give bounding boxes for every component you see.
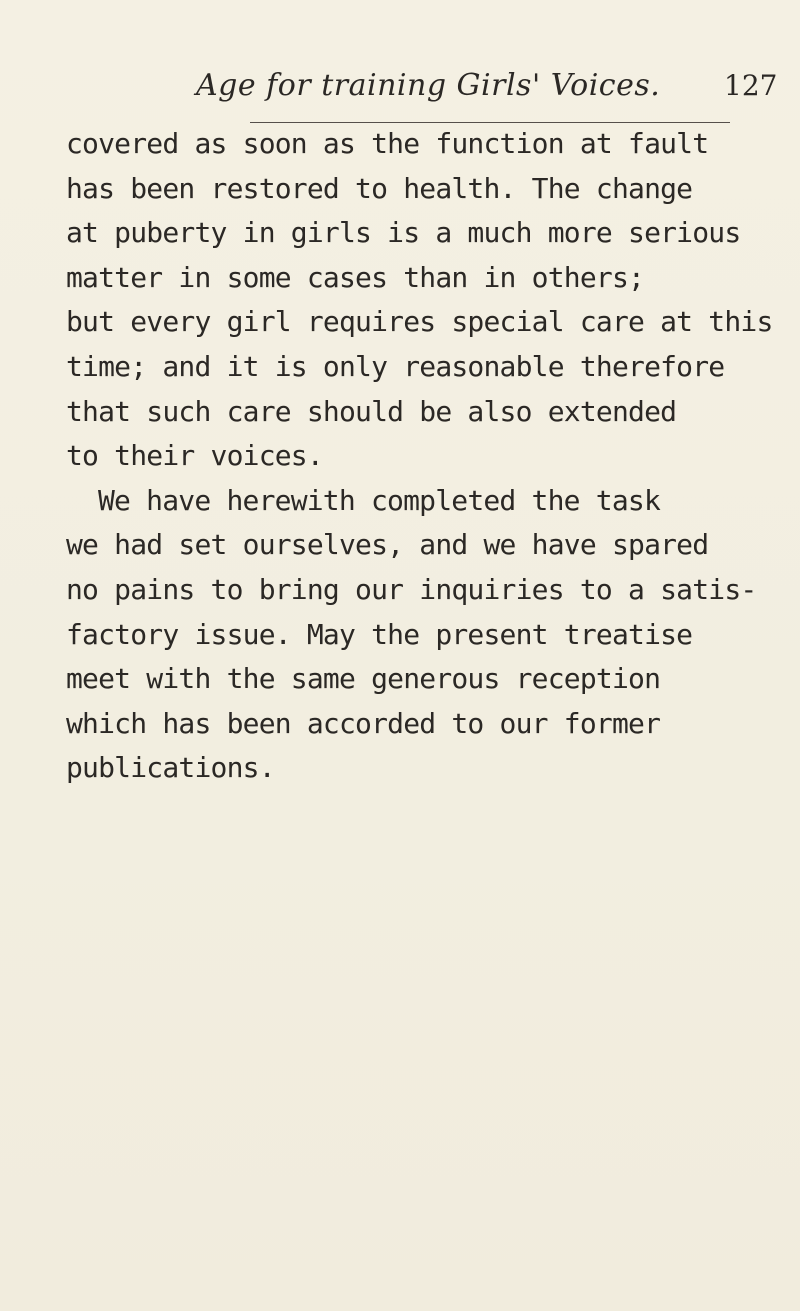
text-line: at puberty in girls is a much more serious bbox=[66, 216, 741, 250]
text-line: no pains to bring our inquiries to a satis- bbox=[66, 572, 757, 606]
text-line: time; and it is only reasonable therefore bbox=[66, 349, 725, 383]
body-text bbox=[66, 122, 773, 791]
paragraph-start-line: We have herewith completed the task bbox=[98, 483, 661, 517]
text-line: matter in some cases than in others; bbox=[66, 260, 645, 294]
text-line: but every girl requires special care at this bbox=[66, 305, 773, 339]
text-line: meet with the same generous reception bbox=[66, 662, 661, 696]
text-line: which has been accorded to our former bbox=[66, 706, 661, 740]
page-header bbox=[196, 68, 778, 112]
text-line: we had set ourselves, and we have spared bbox=[66, 528, 709, 562]
text-line: has been restored to health. The change bbox=[66, 171, 693, 205]
page-number: 127 bbox=[724, 69, 778, 102]
text-line: to their voices. bbox=[66, 439, 323, 473]
text-line: that such care should be also extended bbox=[66, 394, 677, 428]
running-title: Age for training Girls' Voices. bbox=[196, 68, 661, 103]
text-line: covered as soon as the function at fault bbox=[66, 127, 709, 160]
text-line: factory issue. May the present treatise bbox=[66, 617, 693, 651]
text-line: publications. bbox=[66, 751, 275, 785]
